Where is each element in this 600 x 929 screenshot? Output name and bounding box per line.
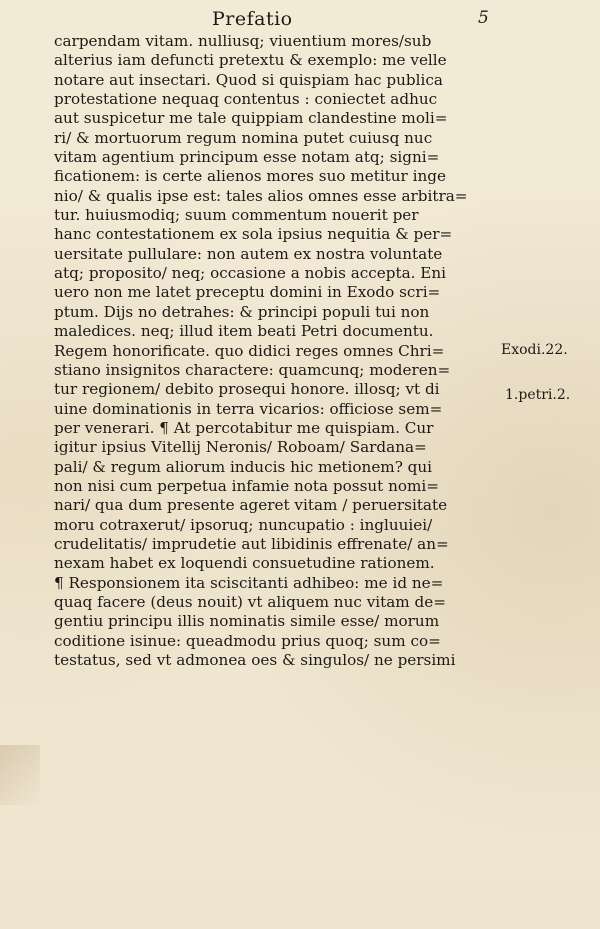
body-text bbox=[54, 32, 494, 670]
text-line: ¶ Responsionem ita sciscitanti adhibeo: me id ne= bbox=[54, 573, 444, 592]
text-line: per venerari. ¶ At percotabitur me quispiam. Cur bbox=[54, 418, 434, 437]
text-line: ptum. Dijs no detrahes: & principi populi tui non bbox=[54, 302, 430, 321]
text-line: protestatione nequaq contentus : coniectet adhuc bbox=[54, 90, 438, 109]
text-line: tur regionem/ debito prosequi honore. illosq; vt di bbox=[54, 380, 440, 399]
text-line: non nisi cum perpetua infamie nota possut nomi= bbox=[54, 476, 439, 495]
text-line: uersitate pullulare: non autem ex nostra voluntate bbox=[54, 244, 443, 263]
text-line: tur. huiusmodiq; suum commentum nouerit per bbox=[54, 206, 419, 225]
text-line: nexam habet ex loquendi consuetudine rationem. bbox=[54, 554, 435, 573]
text-line: atq; proposito/ neq; occasione a nobis accepta. Eni bbox=[54, 264, 447, 283]
text-line: pali/ & regum aliorum inducis hic metionem? qui bbox=[54, 457, 433, 476]
text-line: ri/ & mortuorum regum nomina putet cuiusq nuc bbox=[54, 128, 433, 147]
text-line: moru cotraxerut/ ipsoruq; nuncupatio : ingluuiei/ bbox=[54, 515, 433, 534]
text-line: vitam agentium principum esse notam atq; signi= bbox=[54, 148, 440, 167]
text-line: hanc contestationem ex sola ipsius nequitia & per= bbox=[54, 225, 453, 244]
text-line: nari/ qua dum presente ageret vitam / peruersitate bbox=[54, 496, 448, 515]
text-line: nio/ & qualis ipse est: tales alios omnes esse arbitra= bbox=[54, 186, 468, 205]
margin-note-peter: 1.petri.2. bbox=[505, 387, 571, 403]
text-line: quaq facere (deus nouit) vt aliquem nuc vitam de= bbox=[54, 592, 446, 611]
text-line: gentiu principu illis nominatis simile esse/ morum bbox=[54, 612, 440, 631]
text-line: alterius iam defuncti pretextu & exemplo: me velle bbox=[54, 51, 447, 70]
text-line: aut suspicetur me tale quippiam clandestine moli= bbox=[54, 109, 448, 128]
text-line: igitur ipsius Vitellij Neronis/ Roboam/ Sardana= bbox=[54, 438, 427, 457]
text-line: stiano insignitos charactere: quamcunq; moderen= bbox=[54, 360, 451, 379]
running-header: Prefatio bbox=[212, 8, 293, 30]
page-crease bbox=[0, 745, 40, 805]
text-line: Regem honorificate. quo didici reges omnes Chri= bbox=[54, 341, 445, 360]
text-line: carpendam vitam. nulliusq; viuentium mores/sub bbox=[54, 32, 432, 50]
margin-note-exodus: Exodi.22. bbox=[501, 342, 568, 358]
text-line: ficationem: is certe alienos mores suo metitur inge bbox=[54, 167, 446, 186]
text-line: uero non me latet preceptu domini in Exodo scri= bbox=[54, 283, 441, 302]
page-number: 5 bbox=[478, 8, 489, 28]
text-line: crudelitatis/ imprudetie aut libidinis effrenate/ an= bbox=[54, 534, 449, 553]
text-line: uine dominationis in terra vicarios: officiose sem= bbox=[54, 399, 443, 418]
text-line: coditione isinue: queadmodu prius quoq; sum co= bbox=[54, 631, 441, 650]
text-line: maledices. neq; illud item beati Petri documentu. bbox=[54, 322, 434, 341]
text-line: notare aut insectari. Quod si quispiam hac publica bbox=[54, 70, 443, 89]
text-line: testatus, sed vt admonea oes & singulos/ ne persimi bbox=[54, 651, 456, 669]
